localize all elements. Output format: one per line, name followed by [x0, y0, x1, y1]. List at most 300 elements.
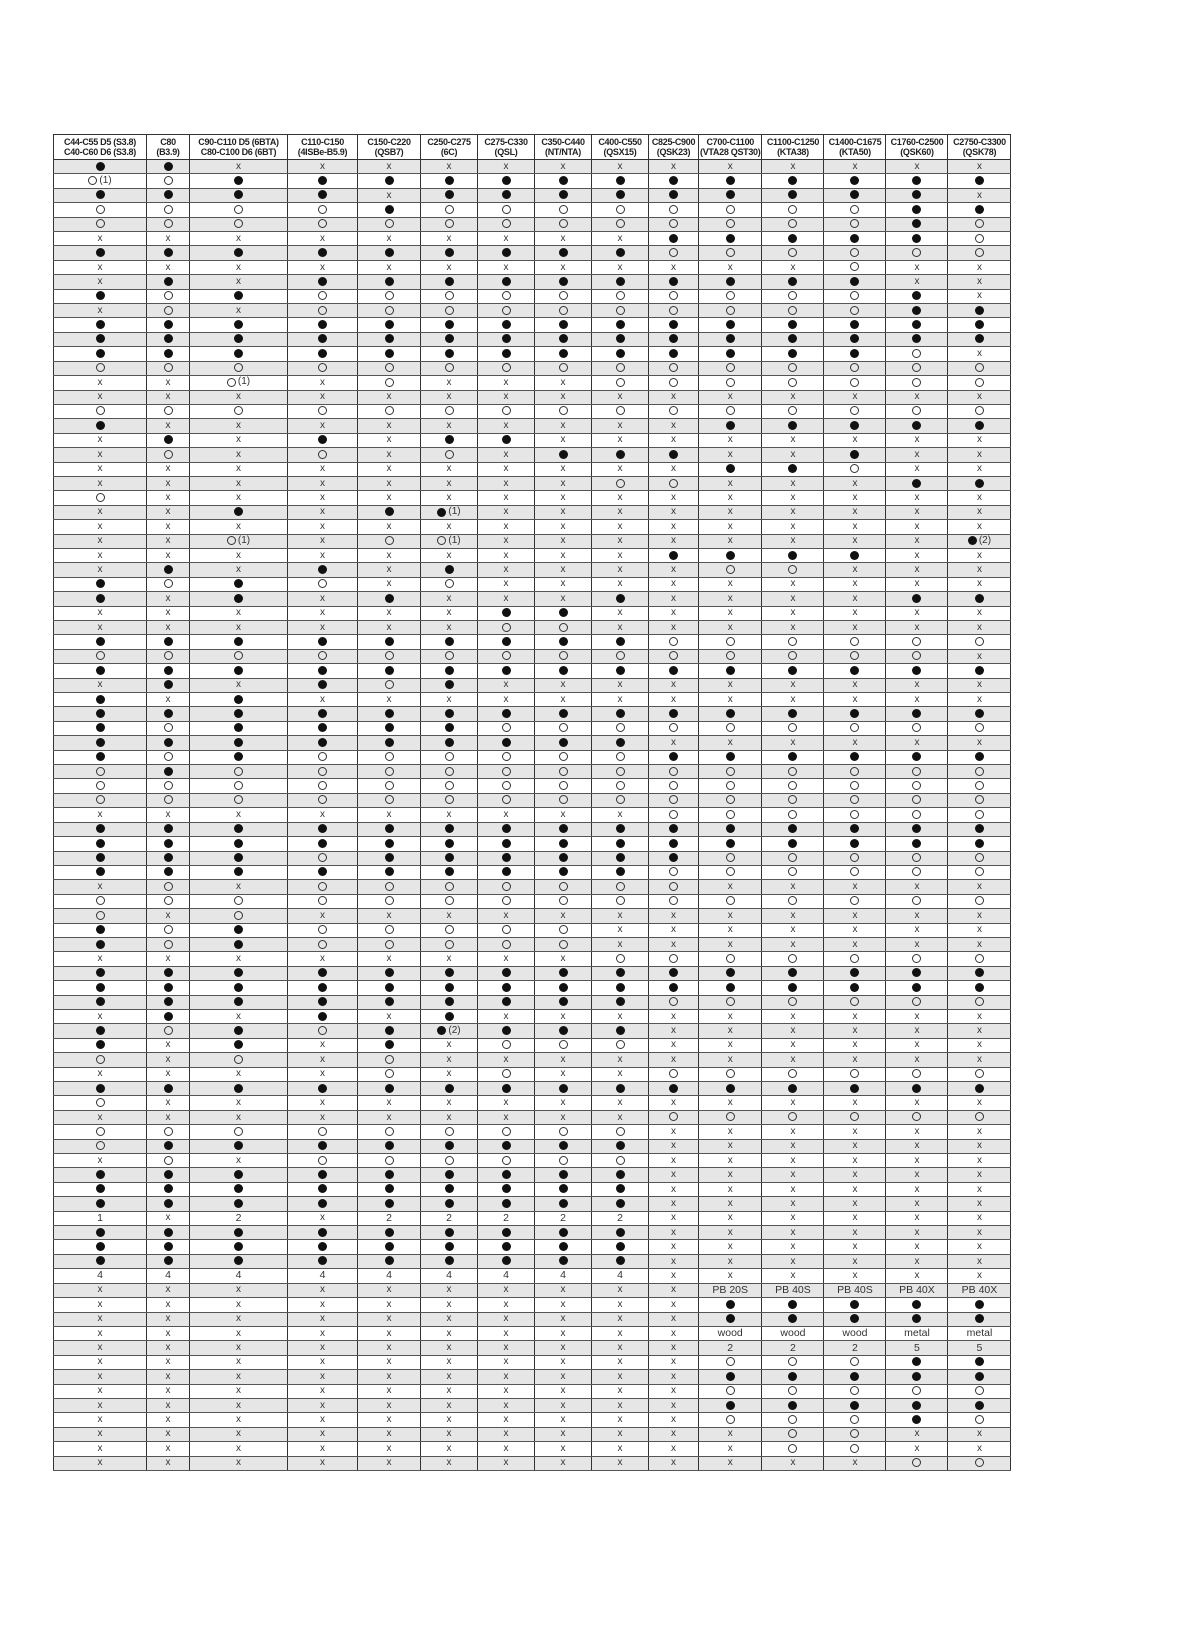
not-available-mark: x — [165, 1313, 171, 1325]
standard-dot-icon — [502, 1199, 511, 1208]
optional-ring-icon — [726, 651, 735, 660]
table-cell — [358, 765, 421, 779]
table-cell — [288, 808, 358, 822]
not-available-mark: x — [560, 1284, 566, 1296]
table-cell — [358, 621, 421, 635]
standard-dot-icon — [616, 1141, 625, 1150]
not-available-mark: x — [503, 535, 509, 547]
optional-ring-icon — [726, 781, 735, 790]
table-cell — [592, 203, 649, 217]
standard-dot-icon — [850, 968, 859, 977]
table-cell — [592, 1283, 649, 1297]
table-cell — [699, 1125, 762, 1139]
optional-ring-icon — [96, 219, 105, 228]
table-cell — [699, 894, 762, 908]
table-cell — [358, 174, 421, 188]
standard-dot-icon — [96, 853, 105, 862]
cell-value: 4 — [235, 1269, 242, 1282]
table-cell — [948, 1009, 1011, 1023]
not-available-mark: x — [236, 881, 241, 893]
table-row — [54, 1139, 1011, 1153]
standard-dot-icon — [385, 824, 394, 833]
not-available-mark: x — [617, 621, 623, 633]
optional-ring-icon — [385, 1156, 394, 1165]
not-available-mark: x — [727, 1039, 733, 1051]
table-cell — [592, 361, 649, 375]
table-cell — [699, 260, 762, 274]
table-cell — [54, 548, 147, 562]
standard-dot-icon — [385, 997, 394, 1006]
not-available-mark: x — [503, 1313, 509, 1325]
standard-dot-icon — [502, 248, 511, 257]
table-cell — [699, 621, 762, 635]
optional-ring-icon — [502, 205, 511, 214]
optional-ring-icon — [616, 954, 625, 963]
not-available-mark: x — [852, 679, 858, 691]
optional-ring-icon — [616, 896, 625, 905]
not-available-mark: x — [236, 261, 241, 273]
table-cell — [886, 1053, 948, 1067]
optional-ring-icon — [164, 363, 173, 372]
table-row — [54, 1254, 1011, 1268]
table-cell — [54, 1096, 147, 1110]
not-available-mark: x — [790, 1269, 796, 1281]
table-cell — [190, 1298, 288, 1312]
table-cell — [948, 909, 1011, 923]
standard-dot-icon — [502, 738, 511, 747]
table-cell — [824, 909, 886, 923]
table-row — [54, 304, 1011, 318]
optional-ring-icon — [788, 565, 797, 574]
table-cell — [592, 246, 649, 260]
table-cell — [190, 289, 288, 303]
table-row — [54, 995, 1011, 1009]
not-available-mark: x — [165, 808, 171, 820]
table-cell — [421, 822, 478, 836]
not-available-mark: x — [671, 434, 676, 446]
table-cell — [190, 332, 288, 346]
standard-dot-icon — [96, 983, 105, 992]
not-available-mark: x — [386, 1298, 392, 1310]
standard-dot-icon — [559, 277, 568, 286]
table-cell — [649, 765, 699, 779]
optional-ring-icon — [850, 1069, 859, 1078]
table-cell — [699, 765, 762, 779]
table-cell — [886, 779, 948, 793]
table-cell — [592, 808, 649, 822]
not-available-mark: x — [165, 1212, 171, 1224]
standard-dot-icon — [912, 839, 921, 848]
table-cell — [824, 981, 886, 995]
table-cell — [190, 1125, 288, 1139]
standard-dot-icon — [318, 1141, 327, 1150]
table-row — [54, 1240, 1011, 1254]
standard-dot-icon — [164, 277, 173, 286]
not-available-mark: x — [97, 549, 103, 561]
not-available-mark: x — [503, 679, 509, 691]
table-cell — [649, 736, 699, 750]
table-cell — [421, 1442, 478, 1456]
table-cell — [948, 721, 1011, 735]
standard-dot-icon — [164, 1084, 173, 1093]
not-available-mark: x — [727, 1154, 733, 1166]
table-cell — [288, 1456, 358, 1470]
table-row — [54, 880, 1011, 894]
standard-dot-icon — [96, 637, 105, 646]
table-cell — [535, 793, 592, 807]
not-available-mark: x — [976, 938, 982, 950]
table-cell — [948, 1067, 1011, 1081]
table-row — [54, 188, 1011, 202]
cell-value: 2 — [852, 1341, 858, 1354]
table-row — [54, 246, 1011, 260]
optional-ring-icon — [850, 219, 859, 228]
table-cell — [421, 534, 478, 548]
table-cell — [358, 1240, 421, 1254]
not-available-mark: x — [671, 1169, 676, 1181]
optional-ring-icon — [669, 306, 678, 315]
optional-ring-icon — [559, 363, 568, 372]
table-cell — [535, 1139, 592, 1153]
table-cell — [478, 865, 535, 879]
optional-ring-icon — [164, 795, 173, 804]
standard-dot-icon — [96, 738, 105, 747]
standard-dot-icon — [616, 1242, 625, 1251]
table-cell — [824, 318, 886, 332]
table-cell — [886, 232, 948, 246]
table-cell — [535, 318, 592, 332]
table-cell — [54, 592, 147, 606]
table-cell — [478, 390, 535, 404]
table-cell — [948, 635, 1011, 649]
table-cell — [54, 1298, 147, 1312]
column-header — [421, 135, 478, 160]
standard-dot-icon — [96, 162, 105, 171]
not-available-mark: x — [852, 1169, 858, 1181]
optional-ring-icon — [850, 248, 859, 257]
optional-ring-icon — [975, 810, 984, 819]
not-available-mark: x — [976, 1140, 982, 1152]
not-available-mark: x — [671, 1442, 676, 1454]
optional-ring-icon — [559, 1156, 568, 1165]
table-cell — [535, 275, 592, 289]
not-available-mark: x — [976, 621, 982, 633]
not-available-mark: x — [852, 909, 858, 921]
not-available-mark: x — [97, 1414, 103, 1426]
optional-ring-icon — [975, 1069, 984, 1078]
not-available-mark: x — [320, 376, 325, 388]
table-cell — [592, 1139, 649, 1153]
table-cell — [421, 376, 478, 390]
not-available-mark: x — [165, 1385, 171, 1397]
standard-dot-icon — [912, 421, 921, 430]
optional-ring-icon — [726, 1415, 735, 1424]
standard-dot-icon — [850, 320, 859, 329]
not-available-mark: x — [320, 1327, 325, 1339]
table-cell — [535, 563, 592, 577]
optional-ring-icon — [502, 795, 511, 804]
standard-dot-icon — [385, 723, 394, 732]
table-cell — [649, 476, 699, 490]
standard-dot-icon — [559, 1026, 568, 1035]
standard-dot-icon — [234, 248, 243, 257]
not-available-mark: x — [976, 549, 982, 561]
not-available-mark: x — [852, 621, 858, 633]
not-available-mark: x — [671, 1183, 676, 1195]
table-cell — [649, 1341, 699, 1355]
table-cell — [699, 304, 762, 318]
standard-dot-icon — [559, 824, 568, 833]
table-row — [54, 693, 1011, 707]
table-cell — [535, 621, 592, 635]
table-cell — [699, 1168, 762, 1182]
table-cell — [421, 678, 478, 692]
optional-ring-icon — [912, 867, 921, 876]
not-available-mark: x — [671, 420, 676, 432]
standard-dot-icon — [669, 277, 678, 286]
table-cell — [886, 491, 948, 505]
table-cell — [824, 188, 886, 202]
optional-ring-icon — [788, 767, 797, 776]
table-cell — [478, 923, 535, 937]
table-cell — [886, 462, 948, 476]
table-cell — [288, 491, 358, 505]
table-cell — [147, 448, 190, 462]
table-cell — [147, 1312, 190, 1326]
table-cell — [649, 361, 699, 375]
table-cell — [288, 1211, 358, 1225]
not-available-mark: x — [446, 1428, 452, 1440]
optional-ring-icon — [788, 378, 797, 387]
table-cell — [948, 1125, 1011, 1139]
standard-dot-icon — [234, 579, 243, 588]
optional-ring-icon — [616, 1040, 625, 1049]
table-row — [54, 534, 1011, 548]
optional-ring-icon — [318, 940, 327, 949]
table-cell — [824, 1269, 886, 1283]
not-available-mark: x — [320, 1414, 325, 1426]
standard-dot-icon — [788, 1300, 797, 1309]
not-available-mark: x — [671, 1025, 676, 1037]
table-cell — [762, 592, 824, 606]
table-cell — [592, 188, 649, 202]
table-row — [54, 966, 1011, 980]
column-header-engine: (VTA28 QST30) — [700, 147, 761, 157]
table-cell — [699, 649, 762, 663]
table-cell — [54, 1197, 147, 1211]
standard-dot-icon — [788, 190, 797, 199]
table-cell — [762, 1110, 824, 1124]
standard-dot-icon — [850, 1084, 859, 1093]
standard-dot-icon — [385, 205, 394, 214]
not-available-mark: x — [97, 391, 103, 403]
table-cell — [54, 909, 147, 923]
standard-dot-icon — [559, 1084, 568, 1093]
table-cell — [358, 534, 421, 548]
table-cell — [535, 1326, 592, 1340]
standard-dot-icon — [669, 709, 678, 718]
standard-dot-icon — [164, 435, 173, 444]
table-cell — [478, 981, 535, 995]
optional-ring-icon — [164, 781, 173, 790]
standard-dot-icon — [502, 997, 511, 1006]
table-row — [54, 851, 1011, 865]
table-cell — [478, 217, 535, 231]
table-row — [54, 318, 1011, 332]
table-cell — [886, 1298, 948, 1312]
cell-value: 4 — [97, 1269, 103, 1282]
table-cell — [358, 361, 421, 375]
table-cell — [147, 721, 190, 735]
table-cell — [699, 419, 762, 433]
standard-dot-icon — [912, 1401, 921, 1410]
table-cell — [699, 404, 762, 418]
table-cell — [358, 1442, 421, 1456]
table-cell — [948, 1154, 1011, 1168]
standard-dot-icon — [164, 1012, 173, 1021]
not-available-mark: x — [914, 607, 920, 619]
table-cell — [886, 548, 948, 562]
not-available-mark: x — [914, 1140, 920, 1152]
table-cell — [824, 736, 886, 750]
table-cell — [478, 1125, 535, 1139]
table-cell — [592, 404, 649, 418]
not-available-mark: x — [617, 391, 623, 403]
table-row — [54, 419, 1011, 433]
table-cell — [762, 808, 824, 822]
table-cell — [824, 721, 886, 735]
table-cell — [421, 1326, 478, 1340]
table-cell — [886, 433, 948, 447]
table-cell — [478, 304, 535, 318]
table-row — [54, 232, 1011, 246]
column-header-model: C1100-C1250 — [766, 137, 820, 147]
standard-dot-icon — [318, 983, 327, 992]
optional-ring-icon — [445, 781, 454, 790]
table-cell — [762, 707, 824, 721]
not-available-mark: x — [320, 506, 325, 518]
table-row — [54, 577, 1011, 591]
table-cell — [824, 462, 886, 476]
not-available-mark: x — [320, 261, 325, 273]
table-cell — [649, 1355, 699, 1369]
optional-ring-icon — [96, 767, 105, 776]
not-available-mark: x — [914, 1183, 920, 1195]
table-cell — [886, 563, 948, 577]
optional-ring-icon — [445, 363, 454, 372]
table-row — [54, 390, 1011, 404]
table-cell — [948, 160, 1011, 174]
standard-dot-icon — [96, 839, 105, 848]
table-cell — [54, 505, 147, 519]
table-cell — [948, 592, 1011, 606]
not-available-mark: x — [671, 578, 676, 590]
table-cell — [592, 1024, 649, 1038]
not-available-mark: x — [790, 607, 796, 619]
table-cell — [147, 160, 190, 174]
table-row — [54, 1384, 1011, 1398]
table-cell — [886, 1398, 948, 1412]
not-available-mark: x — [671, 1255, 676, 1267]
table-row — [54, 1283, 1011, 1297]
not-available-mark: x — [727, 160, 733, 172]
standard-dot-icon — [96, 723, 105, 732]
standard-dot-icon — [502, 320, 511, 329]
optional-ring-icon — [502, 767, 511, 776]
table-cell — [649, 1326, 699, 1340]
table-cell — [54, 1269, 147, 1283]
table-cell — [358, 448, 421, 462]
not-available-mark: x — [503, 1414, 509, 1426]
standard-dot-icon — [559, 738, 568, 747]
not-available-mark: x — [976, 1255, 982, 1267]
table-cell — [288, 1024, 358, 1038]
optional-ring-icon — [788, 406, 797, 415]
table-cell — [948, 361, 1011, 375]
optional-ring-icon — [912, 853, 921, 862]
table-cell — [54, 1125, 147, 1139]
table-cell — [592, 894, 649, 908]
cell-value: PB 40X — [899, 1283, 935, 1296]
standard-dot-icon — [385, 666, 394, 675]
standard-dot-icon — [385, 839, 394, 848]
optional-ring-icon — [385, 680, 394, 689]
table-cell — [358, 577, 421, 591]
table-cell — [421, 1211, 478, 1225]
table-cell — [762, 232, 824, 246]
table-cell — [762, 678, 824, 692]
table-cell — [190, 1211, 288, 1225]
optional-ring-icon — [788, 997, 797, 1006]
not-available-mark: x — [446, 808, 452, 820]
not-available-mark: x — [852, 1212, 858, 1224]
not-available-mark: x — [790, 679, 796, 691]
table-cell — [699, 1096, 762, 1110]
not-available-mark: x — [914, 261, 920, 273]
not-available-mark: x — [852, 506, 858, 518]
table-cell — [886, 1067, 948, 1081]
standard-dot-icon — [850, 839, 859, 848]
table-cell — [147, 1283, 190, 1297]
table-cell — [358, 1024, 421, 1038]
table-cell — [699, 376, 762, 390]
table-cell — [762, 995, 824, 1009]
table-cell — [649, 275, 699, 289]
not-available-mark: x — [671, 1125, 676, 1137]
optional-ring-icon — [788, 781, 797, 790]
not-available-mark: x — [617, 1111, 623, 1123]
table-cell — [535, 577, 592, 591]
table-cell — [421, 1067, 478, 1081]
table-row — [54, 1226, 1011, 1240]
not-available-mark: x — [560, 477, 566, 489]
table-cell — [948, 174, 1011, 188]
table-cell — [358, 1154, 421, 1168]
optional-ring-icon — [616, 723, 625, 732]
optional-ring-icon — [616, 291, 625, 300]
optional-ring-icon — [788, 219, 797, 228]
optional-ring-icon — [234, 363, 243, 372]
table-cell — [478, 1341, 535, 1355]
table-row — [54, 1298, 1011, 1312]
standard-dot-icon — [912, 306, 921, 315]
standard-dot-icon — [559, 349, 568, 358]
optional-ring-icon — [788, 1069, 797, 1078]
standard-dot-icon — [912, 291, 921, 300]
not-available-mark: x — [503, 1399, 509, 1411]
table-cell — [358, 318, 421, 332]
standard-dot-icon — [164, 767, 173, 776]
